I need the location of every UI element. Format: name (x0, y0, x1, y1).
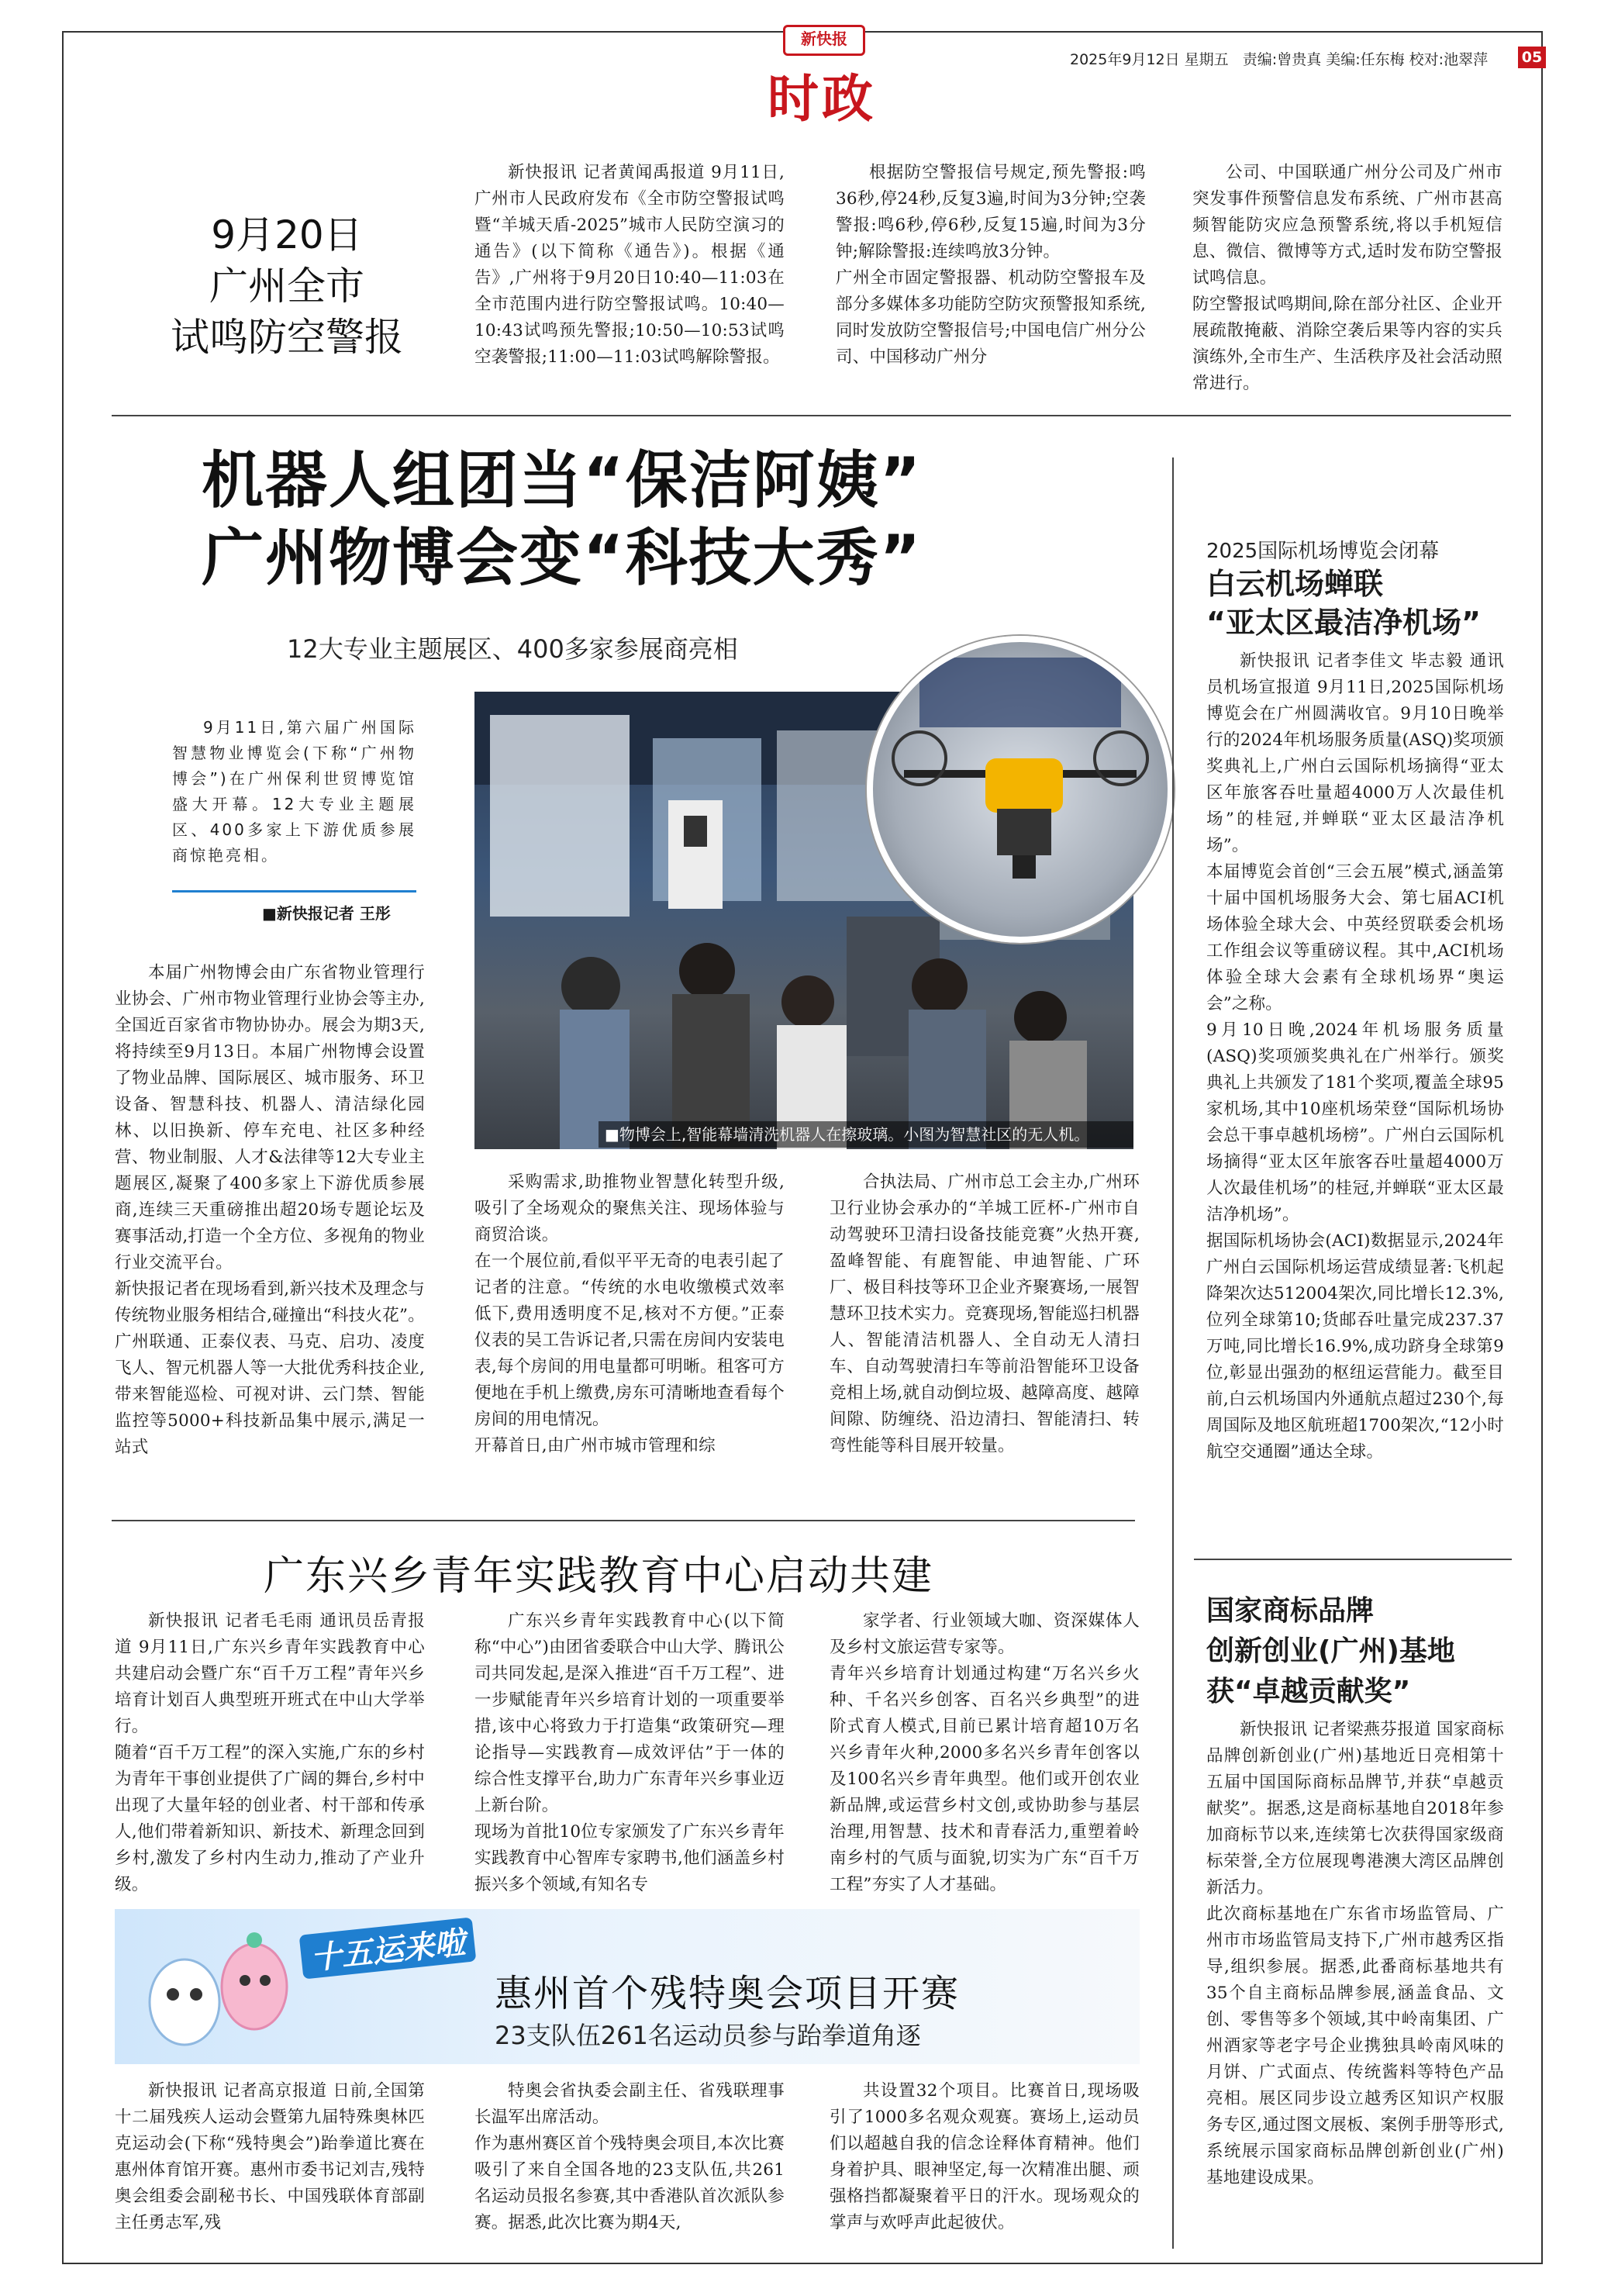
rule-right (1194, 1559, 1512, 1560)
story6-headline (1206, 1591, 1516, 1712)
story1-headline-line: 广州全市 (209, 264, 364, 309)
story2-headline-line: 广州物博会变“科技大秀” (202, 522, 923, 594)
story3-body: 新快报讯 记者李佳文 毕志毅 通讯员机场宣报道 9月11日,2025国际机场博览会在广州圆满收官。9月10日晚举行的2024年机场服务质量(ASQ)奖项颁奖典礼上,广州白云国际机场摘得“亚太区年旅客吞吐量超4000万人次最佳机场”的桂冠,并蝉联“亚太区最洁净机场”。 本届博览会首创“三会五展”模式,涵盖第十届中国机场服务大会、第七届ACI机场体验全球大会、中英经贸联委会机场工作组会议等重磅议程。其中,ACI机场体验全球大会素有全球机场界“奥运会”之称。 9月10日晚,2024年机场服务质量(ASQ)奖项颁奖典礼在广州举行。颁奖典礼上共颁发了181个奖项,覆盖全球95家机场,其中10座机场荣登“国际机场协会总干事卓越机场榜”。广州白云国际机场摘得“亚太区年旅客吞吐量超4000万人次最佳机场”的桂冠,并蝉联“亚太区最洁净机场”。 据国际机场协会(ACI)数据显示,2024年广州白云国际机场运营成绩显著:飞机起降架次达512004架次,同比增长12.3%,位列全球第10;货邮吞吐量完成237.37万吨,同比增长16.9%,成功跻身全球第9位,彰显出强劲的枢纽运营能力。截至目前,白云机场国内外通航点超过230个,每周国际及地区航班超1700架次,“12小时航空交通圈”通达全球。 (1206, 651, 1504, 1462)
story6-body: 新快报讯 记者梁燕芬报道 国家商标品牌创新创业(广州)基地近日亮相第十五届中国国际商标品牌节,并获“卓越贡献奖”。据悉,这是商标基地自2018年参加商标节以来,连续第七次获得国家级商标荣誉,全方位展现粤港澳大湾区品牌创新活力。 此次商标基地在广东省市场监管局、广州市市场监管局支持下,广州市越秀区指导,组织参展。据悉,此番商标基地共有35个自主商标品牌参展,涵盖食品、文创、零售等多个领域,其中岭南集团、广州酒家等老字号企业携独具岭南风味的月饼、广式面点、传统酱料等特色产品亮相。展区同步设立越秀区知识产权服务专区,通过图文展板、案例手册等形式,系统展示国家商标品牌创新创业(广州)基地建设成果。 (1206, 1720, 1504, 2187)
story5-headline: 惠州首个残特奥会项目开赛 (495, 1972, 961, 2015)
rule-top (112, 415, 1511, 416)
editors-text: 责编:曾贵真 美编:任东梅 校对:池翠萍 (1242, 51, 1489, 68)
story6-headline-line: 国家商标品牌 (1206, 1595, 1375, 1627)
story2-col-1: 本届广州物博会由广东省物业管理行业协会、广州市物业管理行业协会等主办,全国近百家省市物协协办。展会为期3天,将持续至9月13日。本届广州物博会设置了物业品牌、国际展区、城市服务、环卫设备、智慧科技、机器人、清洁绿化园林、以旧换新、停车充电、社区多种经营、物业制服、人才&法律等12大专业主题展区,凝聚了400多家上下游优质参展商,连续三天重磅推出超20场专题论坛及赛事活动,打造一个全方位、多视角的物业行业交流平台。 新快报记者在现场看到,新兴技术及理念与传统物业服务相结合,碰撞出“科技火花”。广州联通、正泰仪表、马克、启功、凌度飞人、智元机器人等一大批优秀科技企业,带来智能巡检、可视对讲、云门禁、智能监控等5000+科技新品集中展示,满足一站式 (115, 963, 425, 1457)
date-line (1070, 48, 1488, 69)
story5-subhead: 23支队伍261名运动员参与跆拳道角逐 (495, 2021, 921, 2050)
rule-mid (112, 1520, 1135, 1521)
story3-kicker: 2025国际机场博览会闭幕 (1206, 540, 1440, 563)
story3-headline-line: “亚太区最洁净机场” (1206, 606, 1481, 640)
drone-icon (873, 642, 1168, 937)
story4-col-3: 家学者、行业领域大咖、资深媒体人及乡村文旅运营专家等。 青年兴乡培育计划通过构建“万名兴乡火种、千名兴乡创客、百名兴乡典型”的进阶式育人模式,目前已累计培育超10万名兴乡青年火种,2000多名兴乡青年创客以及100名兴乡青年典型。他们或开创农业新品牌,或运营乡村文创,或协助参与基层治理,用智慧、技术和青春活力,重塑着岭南乡村的气质与面貌,切实为广东“百千万工程”夯实了人才基础。 (830, 1611, 1140, 1894)
expo-photo-caption: ■物博会上,智能幕墙清洗机器人在擦玻璃。小图为智慧社区的无人机。 (599, 1121, 1133, 1148)
story5-col-1: 新快报讯 记者高京报道 日前,全国第十二届残疾人运动会暨第九届特殊奥林匹克运动会(下称“残特奥会”)跆拳道比赛在惠州体育馆开赛。惠州市委书记刘吉,残特奥会组委会副秘书长、中国残联体育部副主任勇志军,残 (115, 2081, 425, 2232)
story4-col-2: 广东兴乡青年实践教育中心(以下简称“中心”)由团省委联合中山大学、腾讯公司共同发起,是深入推进“百千万工程”、进一步赋能青年兴乡培育计划的一项重要举措,该中心将致力于打造集“政策研究—理论指导—实践教育—成效评估”于一体的综合性支撑平台,助力广东青年兴乡事业迈上新台阶。 现场为首批10位专家颁发了广东兴乡青年实践教育中心智库专家聘书,他们涵盖乡村振兴多个领域,有知名专 (474, 1611, 785, 1894)
story3-headline (1206, 565, 1501, 642)
story6-headline-line: 获“卓越贡献奖” (1206, 1676, 1411, 1707)
story1-col-3: 公司、中国联通广州分公司及广州市突发事件预警信息发布系统、广州市甚高频智能防灾应急预警系统,将以手机短信息、微信、微博等方式,适时发布防空警报试鸣信息。 防空警报试鸣期间,除在部分社区、企业开展疏散掩蔽、消除空袭后果等内容的实兵演练外,全市生产、生活秩序及社会活动照常进行。 (1192, 163, 1502, 393)
story2-reporter: ■新快报记者 王彤 (262, 904, 391, 923)
story6-headline-line: 创新创业(广州)基地 (1206, 1635, 1455, 1667)
story1-col-2: 根据防空警报信号规定,预先警报:鸣36秒,停24秒,反复3遍,时间为3分钟;空袭警报:鸣6秒,停6秒,反复15遍,时间为3分钟;解除警报:连续鸣放3分钟。 广州全市固定警报器、机动防空警报车及部分多媒体多功能防空防灾预警报知系统,同时发放防空警报信号;中国电信广州分公司、中国移动广州分 (836, 163, 1146, 367)
story1-headline (140, 209, 434, 363)
story1-headline-line: 9月20日 (211, 212, 363, 257)
page-number: 05 (1518, 47, 1546, 68)
story1-headline-line: 试鸣防空警报 (171, 315, 403, 360)
story4-col-1: 新快报讯 记者毛毛雨 通讯员岳青报道 9月11日,广东兴乡青年实践教育中心共建启动会暨广东“百千万工程”青年兴乡培育计划百人典型班开班式在中山大学举行。 随着“百千万工程”的深入实施,广东的乡村为青年干事创业提供了广阔的舞台,乡村中出现了大量年轻的创业者、村干部和传承人,他们带着新知识、新技术、新理念回到乡村,激发了乡村内生动力,推动了产业升级。 (115, 1611, 425, 1894)
games-banner (115, 1909, 1140, 2064)
story2-headline (202, 442, 1132, 597)
brand-tag (783, 25, 865, 56)
story2-col-3: 合执法局、广州市总工会主办,广州环卫行业协会承办的“羊城工匠杯-广州市自动驾驶环卫清扫设备技能竞赛”火热开赛,盈峰智能、有鹿智能、申迪智能、广环厂、极目科技等环卫企业齐聚赛场,一展智慧环卫技术实力。竞赛现场,智能巡扫机器人、智能清洁机器人、全自动无人清扫车、自动驾驶清扫车等前沿智能环卫设备竞相上场,就自动倒垃圾、越障高度、越障间隙、防缠绕、沿边清扫、智能清扫、转弯性能等科目展开较量。 (830, 1172, 1140, 1455)
story5-col-2: 特奥会省执委会副主任、省残联理事长温军出席活动。 作为惠州赛区首个残特奥会项目,本次比赛吸引了来自全国各地的23支队伍,共261名运动员报名参赛,其中香港队首次派队参赛。据悉,此次比赛为期4天, (474, 2081, 785, 2232)
story1-col-1: 新快报讯 记者黄闻禹报道 9月11日,广州市人民政府发布《全市防空警报试鸣暨“羊城天盾-2025”城市人民防空演习的通告》(以下简称《通告》)。根据《通告》,广州将于9月20日10:40—11:03在全市范围内进行防空警报试鸣。10:40—10:43试鸣预先警报;10:50—10:53试鸣空袭警报;11:00—11:03试鸣解除警报。 (474, 163, 785, 367)
drone-inset-photo (867, 636, 1174, 943)
story5-col-3: 共设置32个项目。比赛首日,现场吸引了1000多名观众观赛。赛场上,运动员们以超越自我的信念诠释体育精神。他们身着护具、眼神坚定,每一次精准出腿、顽强格挡都凝聚着平日的汗水。现场观众的掌声与欢呼声此起彼伏。 (830, 2081, 1140, 2232)
brand-tag-text: 新快报 (801, 29, 847, 48)
story3-headline-line: 白云机场蝉联 (1206, 567, 1384, 601)
mascot-icon (130, 1909, 324, 2064)
story2-subhead: 12大专业主题展区、400多家参展商亮相 (287, 634, 738, 664)
story2-headline-line: 机器人组团当“保洁阿姨” (202, 444, 923, 516)
section-title: 时政 (768, 69, 876, 129)
story2-lead: 9月11日,第六届广州国际智慧物业博览会(下称“广州物博会”)在广州保利世贸博览馆盛大开幕。12大专业主题展区、400多家上下游优质参展商惊艳亮相。 (172, 718, 416, 865)
rule-vertical (1172, 457, 1174, 2249)
date-text: 2025年9月12日 星期五 (1070, 51, 1229, 68)
story2-col-2: 采购需求,助推物业智慧化转型升级,吸引了全场观众的聚焦关注、现场体验与商贸洽谈。 在一个展位前,看似平平无奇的电表引起了记者的注意。“传统的水电收缴模式效率低下,费用透明度不足,核对不方便。”正泰仪表的吴工告诉记者,只需在房间内安装电表,每个房间的用电量都可明晰。租客可方便地在手机上缴费,房东可清晰地查看每个房间的用电情况。 开幕首日,由广州市城市管理和综 (474, 1172, 785, 1455)
story4-headline: 广东兴乡青年实践教育中心启动共建 (264, 1553, 934, 1600)
banner-slogan: 十五运来啦 (299, 1917, 477, 1979)
story2-lead-rule (172, 890, 416, 893)
